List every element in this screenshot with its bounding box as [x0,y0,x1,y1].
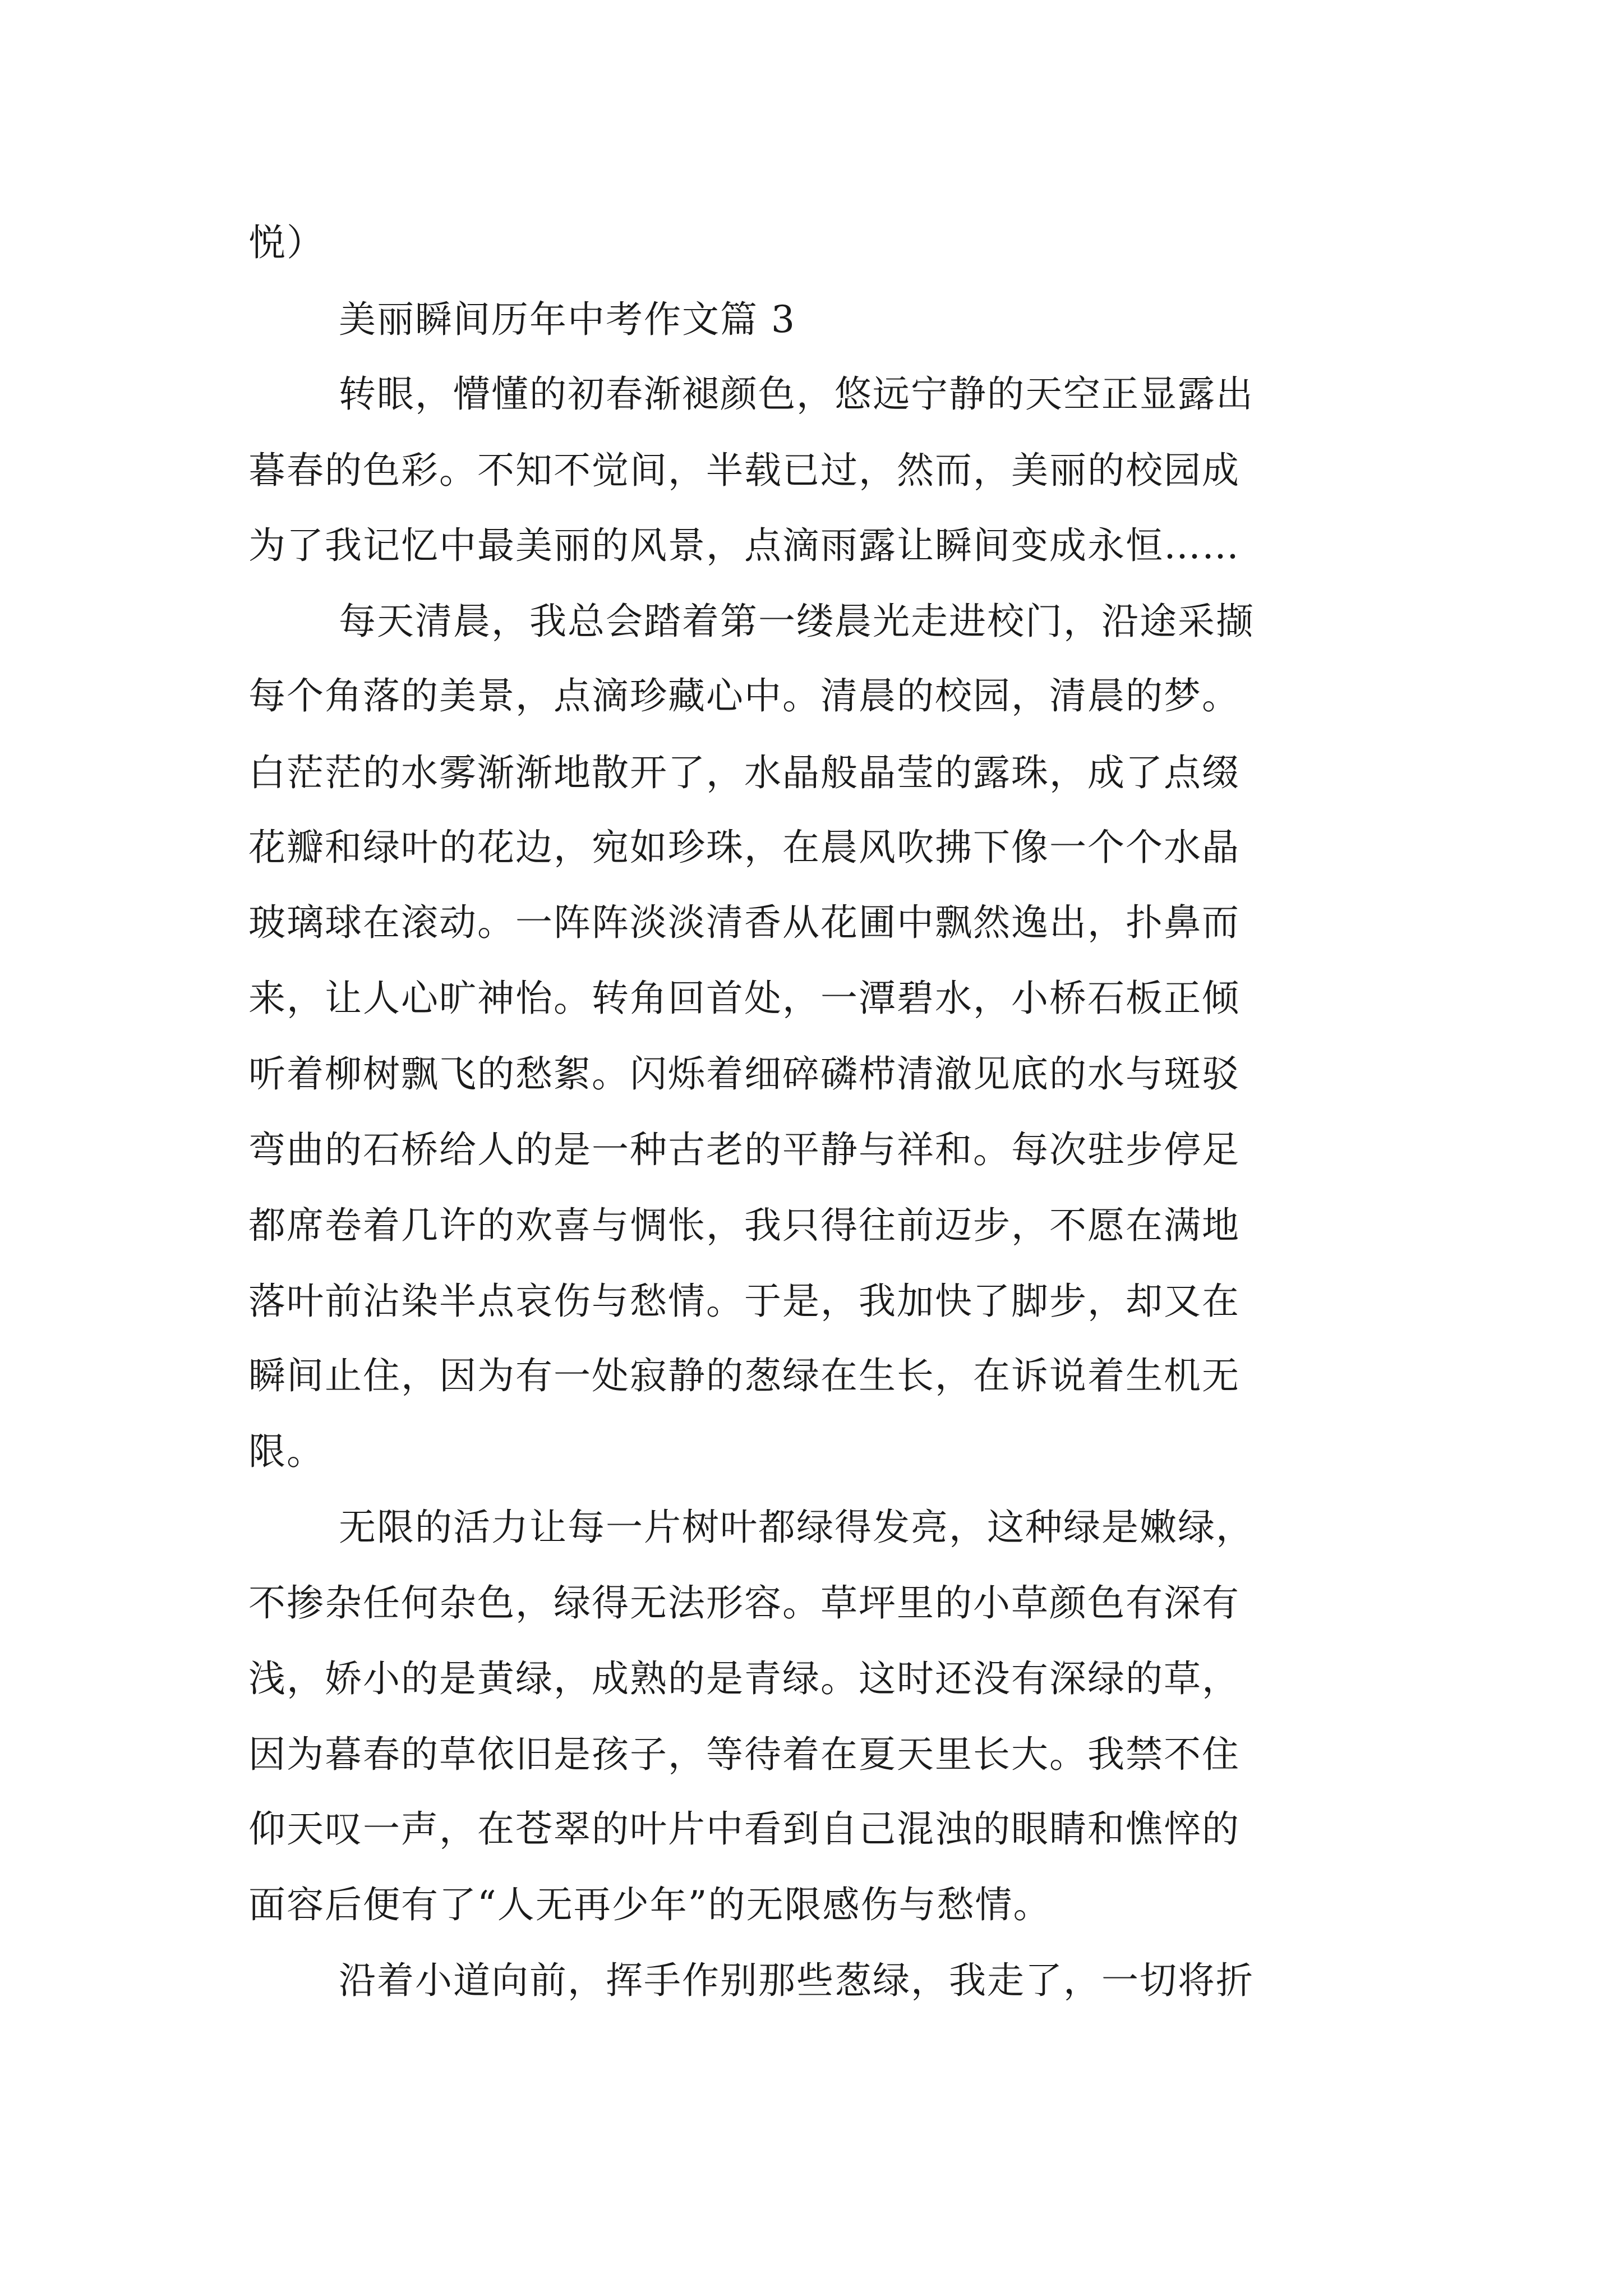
paragraph-3-line-4: 因为暮春的草依旧是孩子，等待着在夏天里长大。我禁不住 [248,1733,1240,1776]
paragraph-1-line-1: 转眼，懵懂的初春渐褪颜色，悠远宁静的天空正显露出 [339,372,1254,416]
paragraph-2-line-1: 每天清晨，我总会踏着第一缕晨光走进校门，沿途采撷 [339,600,1254,643]
paragraph-2-line-5: 玻璃球在滚动。一阵阵淡淡清香从花圃中飘然逸出，扑鼻而 [248,901,1240,944]
paragraph-2-line-8: 弯曲的石桥给人的是一种古老的平静与祥和。每次驻步停足 [248,1128,1240,1171]
paragraph-2-line-12: 限。 [248,1430,325,1473]
paragraph-2-line-9: 都席卷着几许的欢喜与惆怅，我只得往前迈步，不愿在满地 [248,1204,1240,1247]
text-line-continuation: 悦） [248,221,325,264]
paragraph-3-line-3: 浅，娇小的是黄绿，成熟的是青绿。这时还没有深绿的草， [248,1657,1240,1700]
paragraph-2-line-10: 落叶前沾染半点哀伤与愁情。于是，我加快了脚步，却又在 [248,1280,1240,1323]
paragraph-4-line-1: 沿着小道向前，挥手作别那些葱绿，我走了，一切将折 [339,1959,1254,2002]
essay-heading: 美丽瞬间历年中考作文篇 3 [339,298,796,341]
paragraph-3-line-6: 面容后便有了“人无再少年”的无限感伤与愁情。 [248,1883,1052,1926]
paragraph-2-line-7: 听着柳树飘飞的愁絮。闪烁着细碎磷栉清澈见底的水与斑驳 [248,1052,1240,1096]
paragraph-1-line-2: 暮春的色彩。不知不觉间，半载已过，然而，美丽的校园成 [248,449,1240,492]
paragraph-2-line-6: 来，让人心旷神怡。转角回首处，一潭碧水，小桥石板正倾 [248,977,1240,1020]
paragraph-2-line-2: 每个角落的美景，点滴珍藏心中。清晨的校园，清晨的梦。 [248,674,1240,717]
paragraph-2-line-3: 白茫茫的水雾渐渐地散开了，水晶般晶莹的露珠，成了点缀 [248,751,1240,794]
paragraph-2-line-4: 花瓣和绿叶的花边，宛如珍珠，在晨风吹拂下像一个个水晶 [248,826,1240,869]
paragraph-1-line-3: 为了我记忆中最美丽的风景，点滴雨露让瞬间变成永恒…… [248,524,1240,567]
paragraph-3-line-5: 仰天叹一声，在苍翠的叶片中看到自己混浊的眼睛和憔悴的 [248,1807,1240,1851]
paragraph-3-line-2: 不掺杂任何杂色，绿得无法形容。草坪里的小草颜色有深有 [248,1581,1240,1625]
paragraph-3-line-1: 无限的活力让每一片树叶都绿得发亮，这种绿是嫩绿， [339,1506,1254,1549]
paragraph-2-line-11: 瞬间止住，因为有一处寂静的葱绿在生长，在诉说着生机无 [248,1354,1240,1397]
